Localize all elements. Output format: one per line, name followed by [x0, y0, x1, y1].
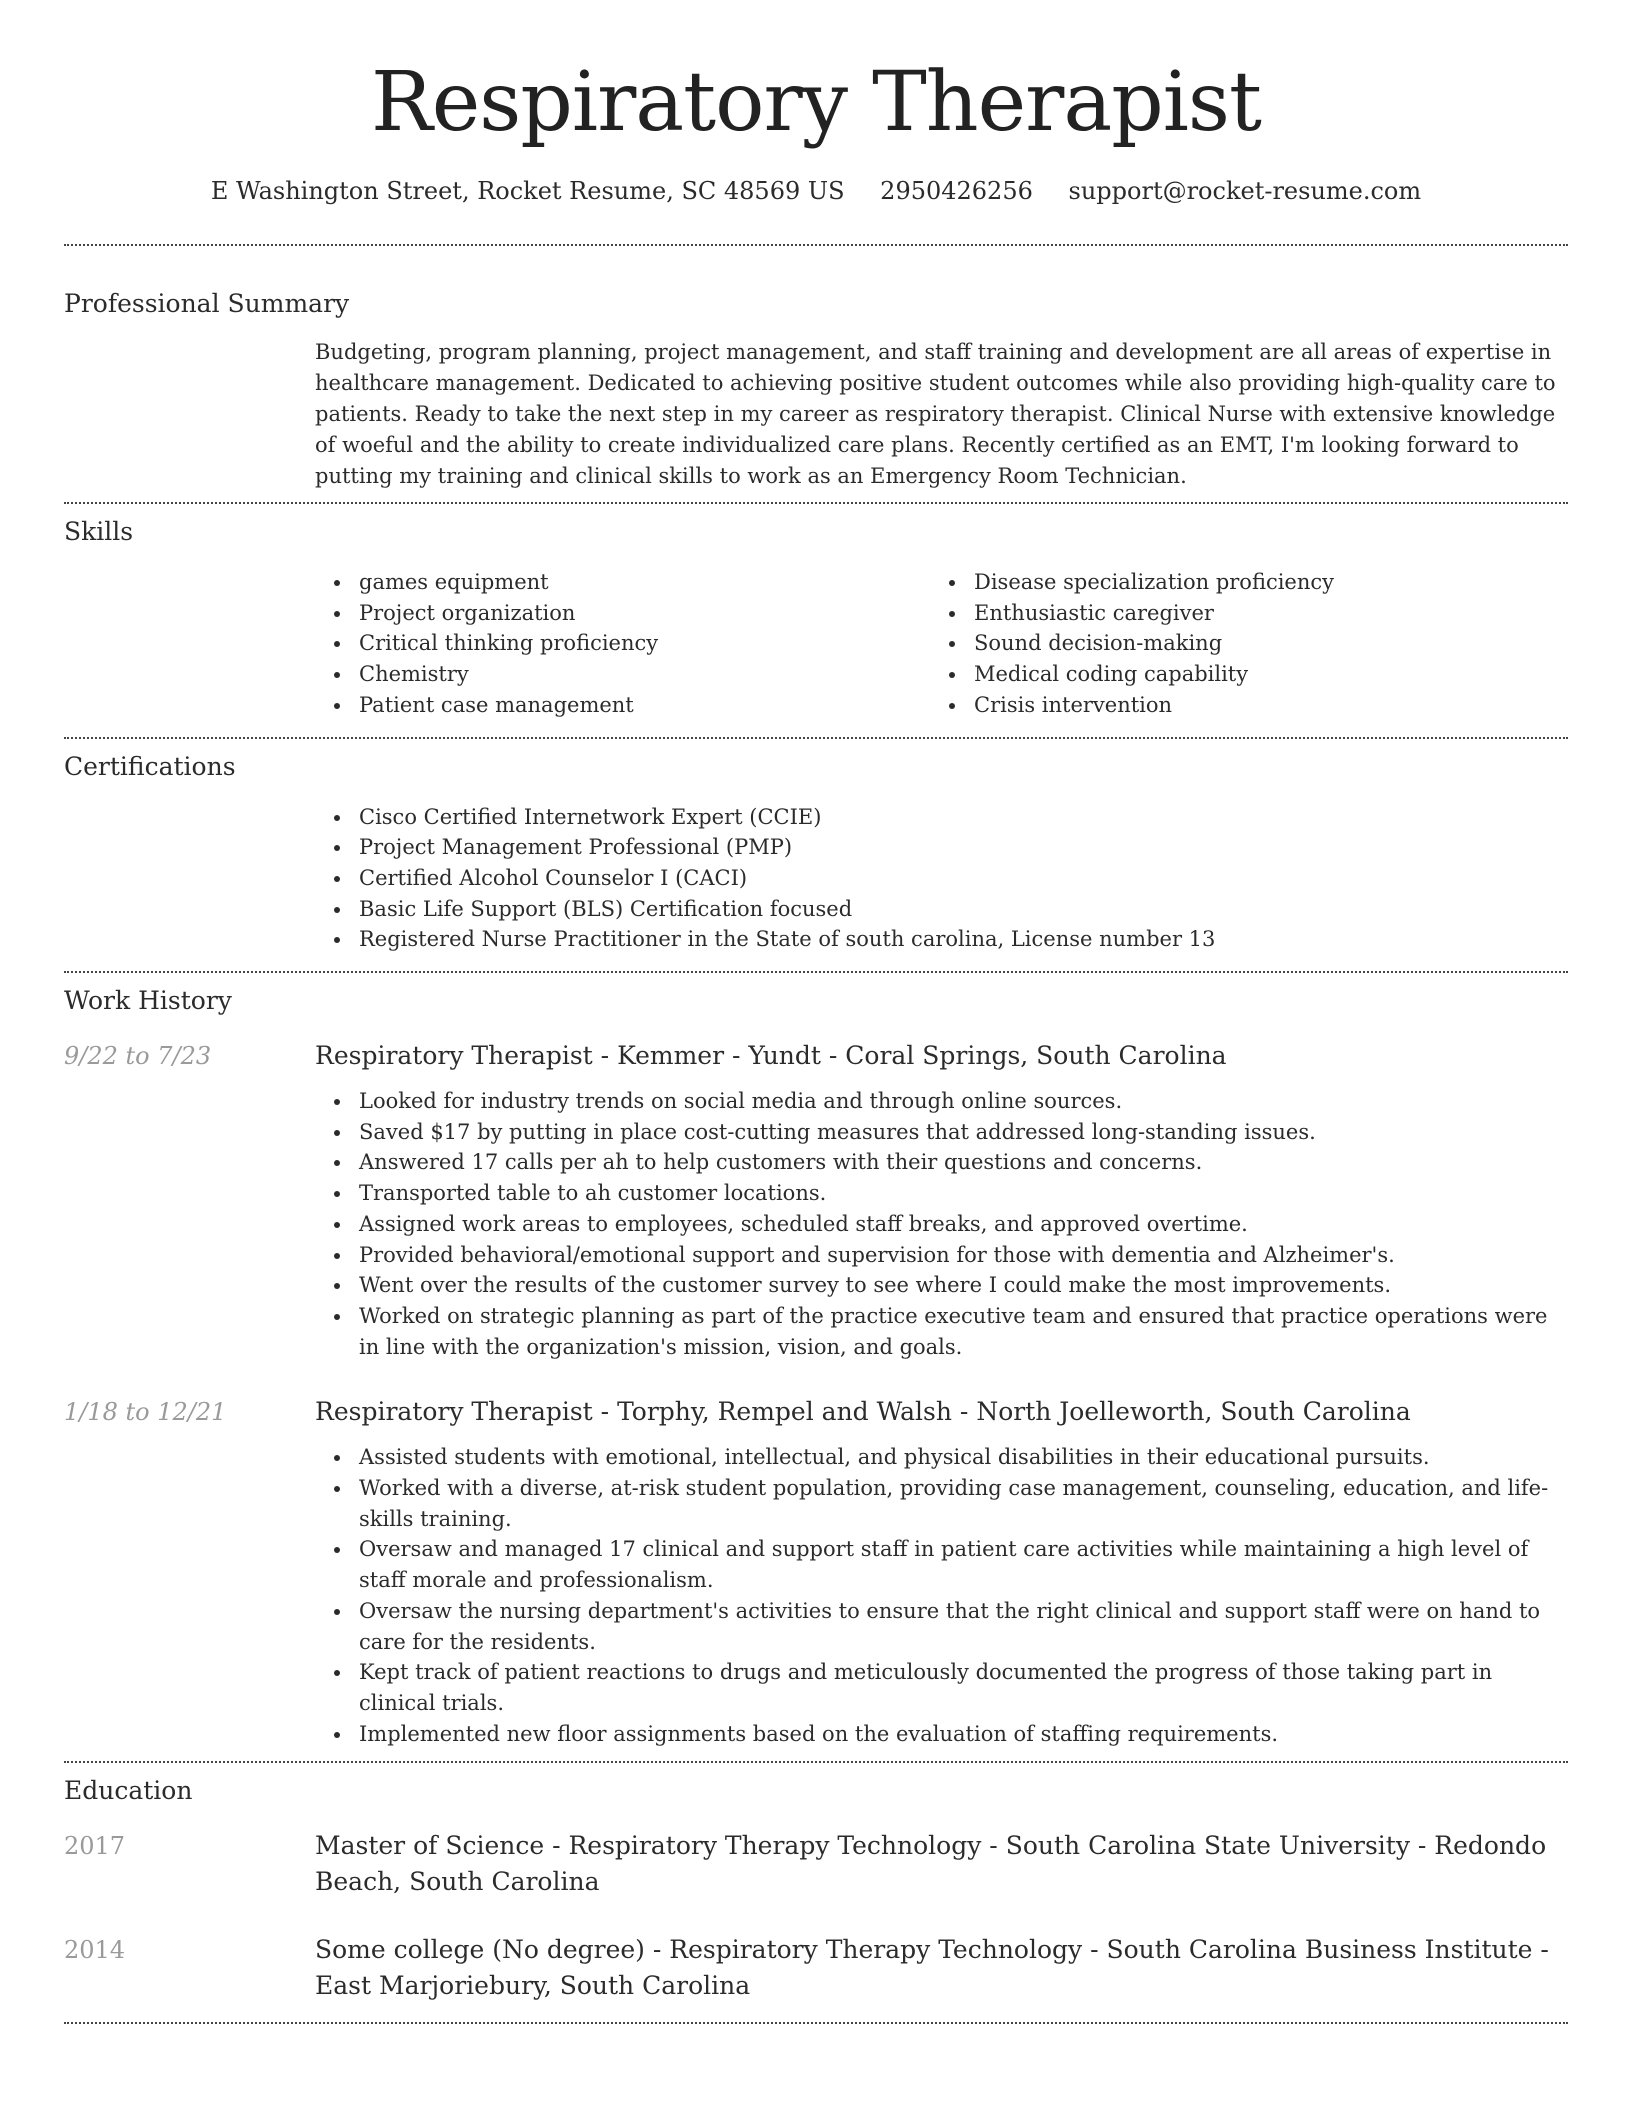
section-title-education: Education: [64, 1776, 193, 1806]
work-bullets: [315, 1442, 1568, 1749]
work-bullet: Saved $17 by putting in place cost-cutting measures that addressed long-standing issues.: [315, 1117, 1568, 1148]
education-section: [64, 1763, 1568, 2022]
skill-item: Enthusiastic caregiver: [930, 598, 1545, 629]
work-dates: 9/22 to 7/23: [64, 1042, 212, 1071]
work-section: [64, 973, 1568, 1761]
education-entry: [64, 1932, 1568, 2022]
resume-name: Respiratory Therapist: [371, 55, 1261, 150]
work-bullets: [315, 1086, 1568, 1362]
work-bullet: Oversaw the nursing department's activities to ensure that the right clinical and support staff were on hand to care for the residents.: [315, 1596, 1568, 1657]
work-bullet: Looked for industry trends on social media and through online sources.: [315, 1086, 1568, 1117]
section-title-work: Work History: [64, 986, 232, 1016]
skill-item: Critical thinking proficiency: [315, 628, 930, 659]
skills-list-right: [930, 567, 1545, 721]
education-year: 2017: [64, 1832, 126, 1861]
work-entry: [64, 1394, 1568, 1761]
contact-address: E Washington Street, Rocket Resume, SC 48569 US: [210, 177, 845, 205]
section-title-summary: Professional Summary: [64, 289, 350, 318]
education-year: 2014: [64, 1936, 126, 1965]
work-bullet: Answered 17 calls per ah to help customers with their questions and concerns.: [315, 1147, 1568, 1178]
certification-item: Certified Alcohol Counselor I (CACI): [315, 863, 1568, 894]
contact-phone: 2950426256: [880, 177, 1033, 205]
certifications-section: [64, 739, 1568, 972]
contact-line: [64, 174, 1568, 208]
certification-item: Cisco Certified Internetwork Expert (CCIE): [315, 802, 1568, 833]
work-bullet: Transported table to ah customer locations.: [315, 1178, 1568, 1209]
skill-item: games equipment: [315, 567, 930, 598]
certification-item: Project Management Professional (PMP): [315, 832, 1568, 863]
work-bullet: Assisted students with emotional, intellectual, and physical disabilities in their educational pursuits.: [315, 1442, 1568, 1473]
work-entry: [64, 1038, 1568, 1362]
education-heading: Some college (No degree) - Respiratory Therapy Technology - South Carolina Business Institute - East Marjoriebury, South Carolina: [315, 1935, 1549, 2001]
skill-item: Crisis intervention: [930, 690, 1545, 721]
work-bullet: Kept track of patient reactions to drugs and meticulously documented the progress of those taking part in clinical trials.: [315, 1657, 1568, 1718]
work-heading: Respiratory Therapist - Kemmer - Yundt - Coral Springs, South Carolina: [315, 1041, 1227, 1071]
work-dates: 1/18 to 12/21: [64, 1398, 227, 1427]
skill-item: Disease specialization proficiency: [930, 567, 1545, 598]
education-heading: Master of Science - Respiratory Therapy Technology - South Carolina State University - Redondo Beach, South Carolina: [315, 1831, 1547, 1897]
work-bullet: Implemented new floor assignments based on the evaluation of staffing requirements.: [315, 1719, 1568, 1750]
section-title-skills: Skills: [64, 517, 134, 546]
skill-item: Patient case management: [315, 690, 930, 721]
contact-email[interactable]: support@rocket-resume.com: [1068, 177, 1422, 205]
work-bullet: Provided behavioral/emotional support and supervision for those with dementia and Alzheimer's.: [315, 1240, 1568, 1271]
work-bullet: Worked with a diverse, at-risk student population, providing case management, counseling, education, and life-skills training.: [315, 1473, 1568, 1534]
skills-section: [64, 504, 1568, 737]
divider: [64, 2022, 1568, 2024]
skill-item: Sound decision-making: [930, 628, 1545, 659]
education-entry: [64, 1828, 1568, 1900]
summary-text: Budgeting, program planning, project management, and staff training and development are all areas of expertise in healthcare management. Dedicated to achieving positive student outcomes while also providing high-quality care to patients. Ready to take the next step in my career as respiratory therapist. Clinical Nurse with extensive knowledge of woeful and the ability to create individualized care plans. Recently certified as an EMT, I'm looking forward to putting my training and clinical skills to work as an Emergency Room Technician.: [315, 340, 1556, 488]
work-bullet: Went over the results of the customer survey to see where I could make the most improvements.: [315, 1270, 1568, 1301]
skill-item: Project organization: [315, 598, 930, 629]
section-title-certifications: Certifications: [64, 751, 236, 781]
work-bullet: Worked on strategic planning as part of the practice executive team and ensured that practice operations were in line with the organization's mission, vision, and goals.: [315, 1301, 1568, 1362]
work-bullet: Assigned work areas to employees, scheduled staff breaks, and approved overtime.: [315, 1209, 1568, 1240]
work-heading: Respiratory Therapist - Torphy, Rempel and Walsh - North Joelleworth, South Carolina: [315, 1397, 1411, 1427]
skills-list-left: [315, 567, 930, 721]
skill-item: Chemistry: [315, 659, 930, 690]
certifications-list: [315, 802, 1568, 956]
certification-item: Basic Life Support (BLS) Certification focused: [315, 894, 1568, 925]
summary-section: [64, 246, 1568, 502]
certification-item: Registered Nurse Practitioner in the State of south carolina, License number 13: [315, 924, 1568, 955]
skill-item: Medical coding capability: [930, 659, 1545, 690]
work-bullet: Oversaw and managed 17 clinical and support staff in patient care activities while maintaining a high level of staff morale and professionalism.: [315, 1534, 1568, 1595]
